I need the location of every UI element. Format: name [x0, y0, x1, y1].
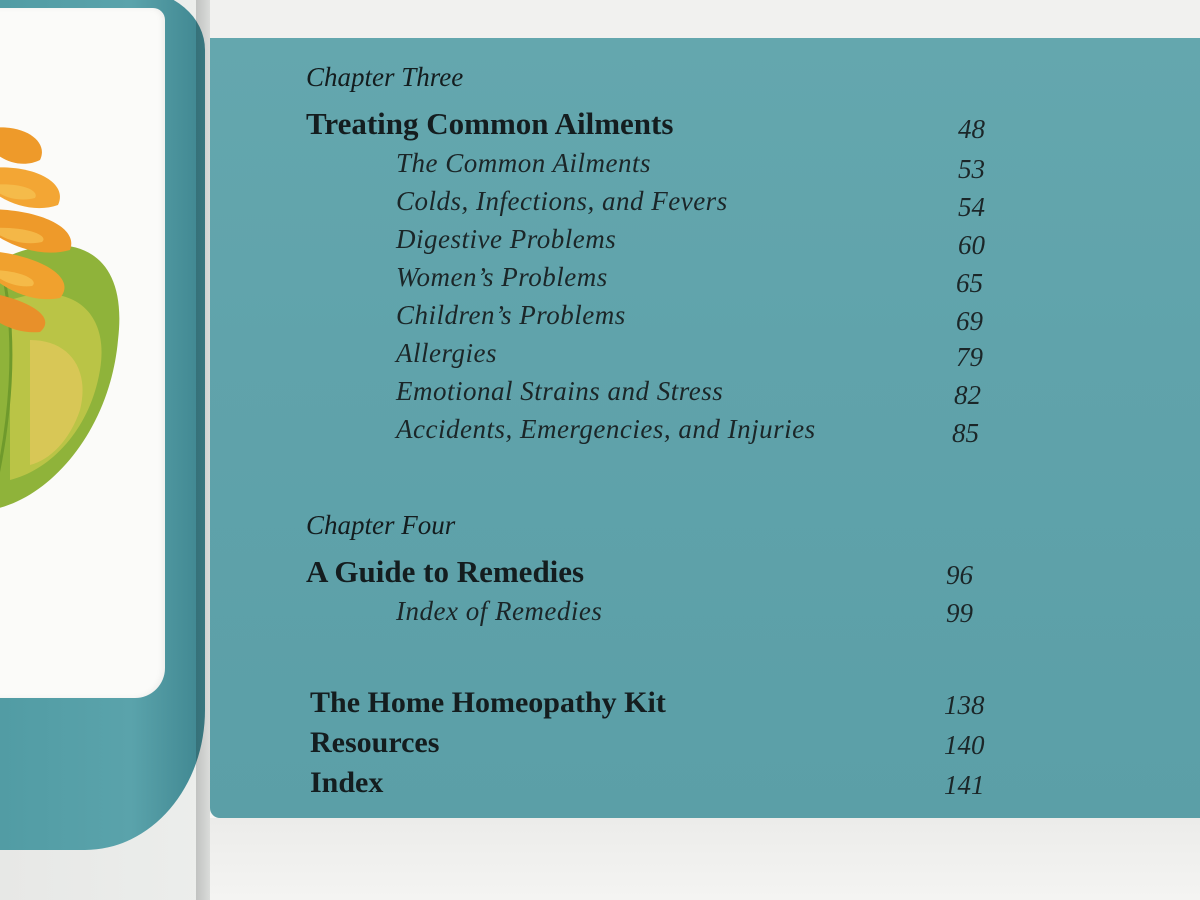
toc-section-page: 65 — [956, 268, 983, 298]
toc-section-page: 54 — [958, 192, 985, 222]
calendula-flower-illustration — [0, 110, 130, 540]
toc-section-title: Children’s Problems — [396, 300, 626, 330]
toc-section-title: Accidents, Emergencies, and Injuries — [396, 414, 816, 444]
chapter-three-page: 48 — [958, 114, 985, 144]
toc-section-title: Colds, Infections, and Fevers — [396, 186, 728, 216]
chapter-three-label: Chapter Three — [306, 62, 464, 92]
toc-section-page: 53 — [958, 154, 985, 184]
chapter-four-label: Chapter Four — [306, 510, 456, 540]
chapter-four-title: A Guide to Remedies — [306, 554, 585, 589]
toc-section-page: 99 — [946, 598, 973, 628]
toc-section-page: 82 — [954, 380, 981, 410]
back-matter-page: 138 — [944, 690, 985, 720]
toc-section-page: 85 — [952, 418, 979, 448]
back-matter-page: 140 — [944, 730, 985, 760]
page-bottom-margin — [210, 818, 1200, 900]
back-matter-title: Resources — [310, 726, 440, 759]
back-matter-title: The Home Homeopathy Kit — [310, 686, 666, 719]
toc-section-title: The Common Ailments — [396, 148, 652, 178]
toc-section-page: 69 — [956, 306, 983, 336]
toc-section-page: 60 — [958, 230, 985, 260]
chapter-three-title: Treating Common Ailments — [306, 106, 674, 141]
chapter-four-page: 96 — [946, 560, 973, 590]
back-matter-page: 141 — [944, 770, 985, 800]
toc-section-title: Women’s Problems — [396, 262, 608, 292]
toc-section-title: Index of Remedies — [396, 596, 603, 626]
toc-section-title: Allergies — [396, 338, 497, 368]
toc-section-title: Emotional Strains and Stress — [396, 376, 724, 406]
toc-section-title: Digestive Problems — [396, 224, 617, 254]
back-matter-title: Index — [310, 766, 384, 799]
left-page — [0, 0, 215, 900]
toc-section-page: 79 — [956, 342, 983, 372]
